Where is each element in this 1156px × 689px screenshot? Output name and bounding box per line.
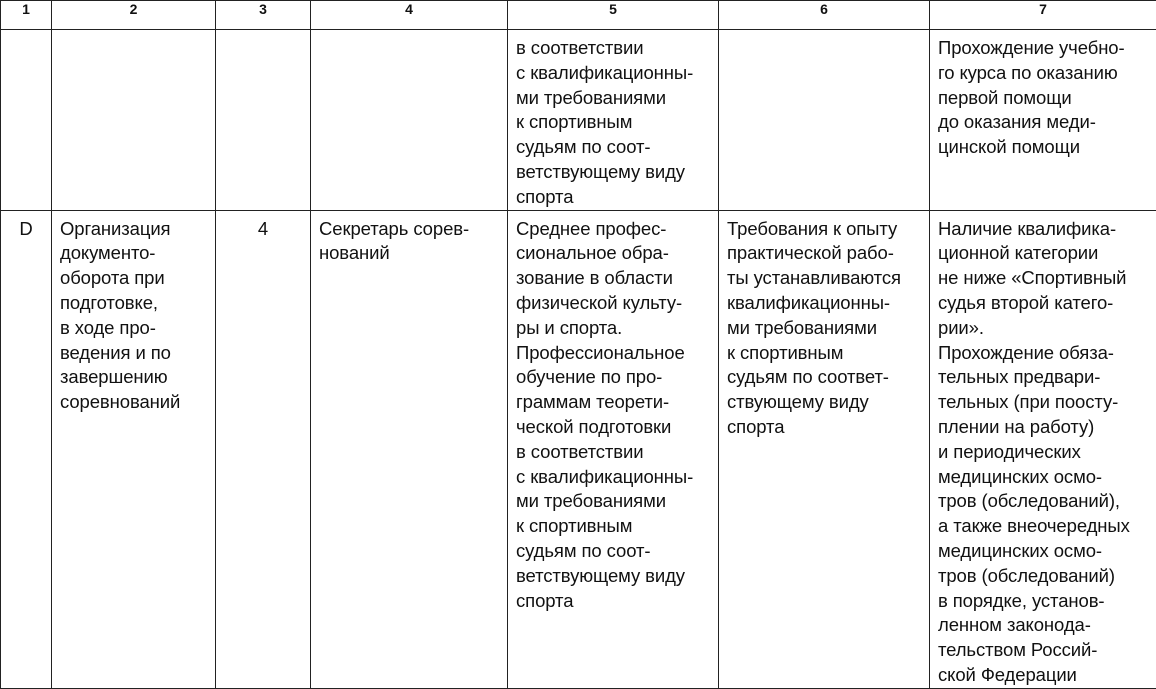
cell-requirements: Прохождение учебно- го курса по оказанию первой помощи до оказания меди- цинской помощи	[930, 30, 1156, 211]
header-col-3: 3	[216, 1, 311, 30]
cell-code: D	[1, 210, 52, 688]
table-row	[1, 210, 1156, 688]
cell-level	[216, 30, 311, 211]
header-col-7: 7	[930, 1, 1156, 30]
table-row	[1, 30, 1156, 211]
cell-experience: Требования к опыту практической рабо- ты устанавливаются квалификационны- ми требованиями к спортивным судьям по соответ- ствующему виду спорта	[719, 210, 930, 688]
header-col-6: 6	[719, 1, 930, 30]
header-row	[1, 1, 1156, 30]
cell-code	[1, 30, 52, 211]
header-col-4: 4	[311, 1, 508, 30]
cell-function	[52, 30, 216, 211]
header-col-2: 2	[52, 1, 216, 30]
cell-position: Секретарь сорев- нований	[311, 210, 508, 688]
header-col-1: 1	[1, 1, 52, 30]
cell-education: Среднее профес- сиональное обра- зование в области физической культу- ры и спорта. Профессиональное обучение по про- граммам теорети- ческой подготовки в соответствии с квалификационны- ми требованиями к спортивным судьям по соот- ветствующему виду спорта	[508, 210, 719, 688]
cell-level: 4	[216, 210, 311, 688]
header-col-5: 5	[508, 1, 719, 30]
cell-requirements: Наличие квалифика- ционной категории не ниже «Спортивный судья второй катего- рии». Прохождение обяза- тельных предвари- тельных (при поосту- плении на работу) и периодических медицинских осмо- тров (обследований), а также внеочередных медицинских осмо- тров (обследований) в порядке, установ- ленном законода- тельством Россий- ской Федерации	[930, 210, 1156, 688]
cell-position	[311, 30, 508, 211]
cell-experience	[719, 30, 930, 211]
cell-function: Организация документо- оборота при подготовке, в ходе про- ведения и по завершению соревнований	[52, 210, 216, 688]
cell-education: в соответствии с квалификационны- ми требованиями к спортивным судьям по соот- ветствующему виду спорта	[508, 30, 719, 211]
